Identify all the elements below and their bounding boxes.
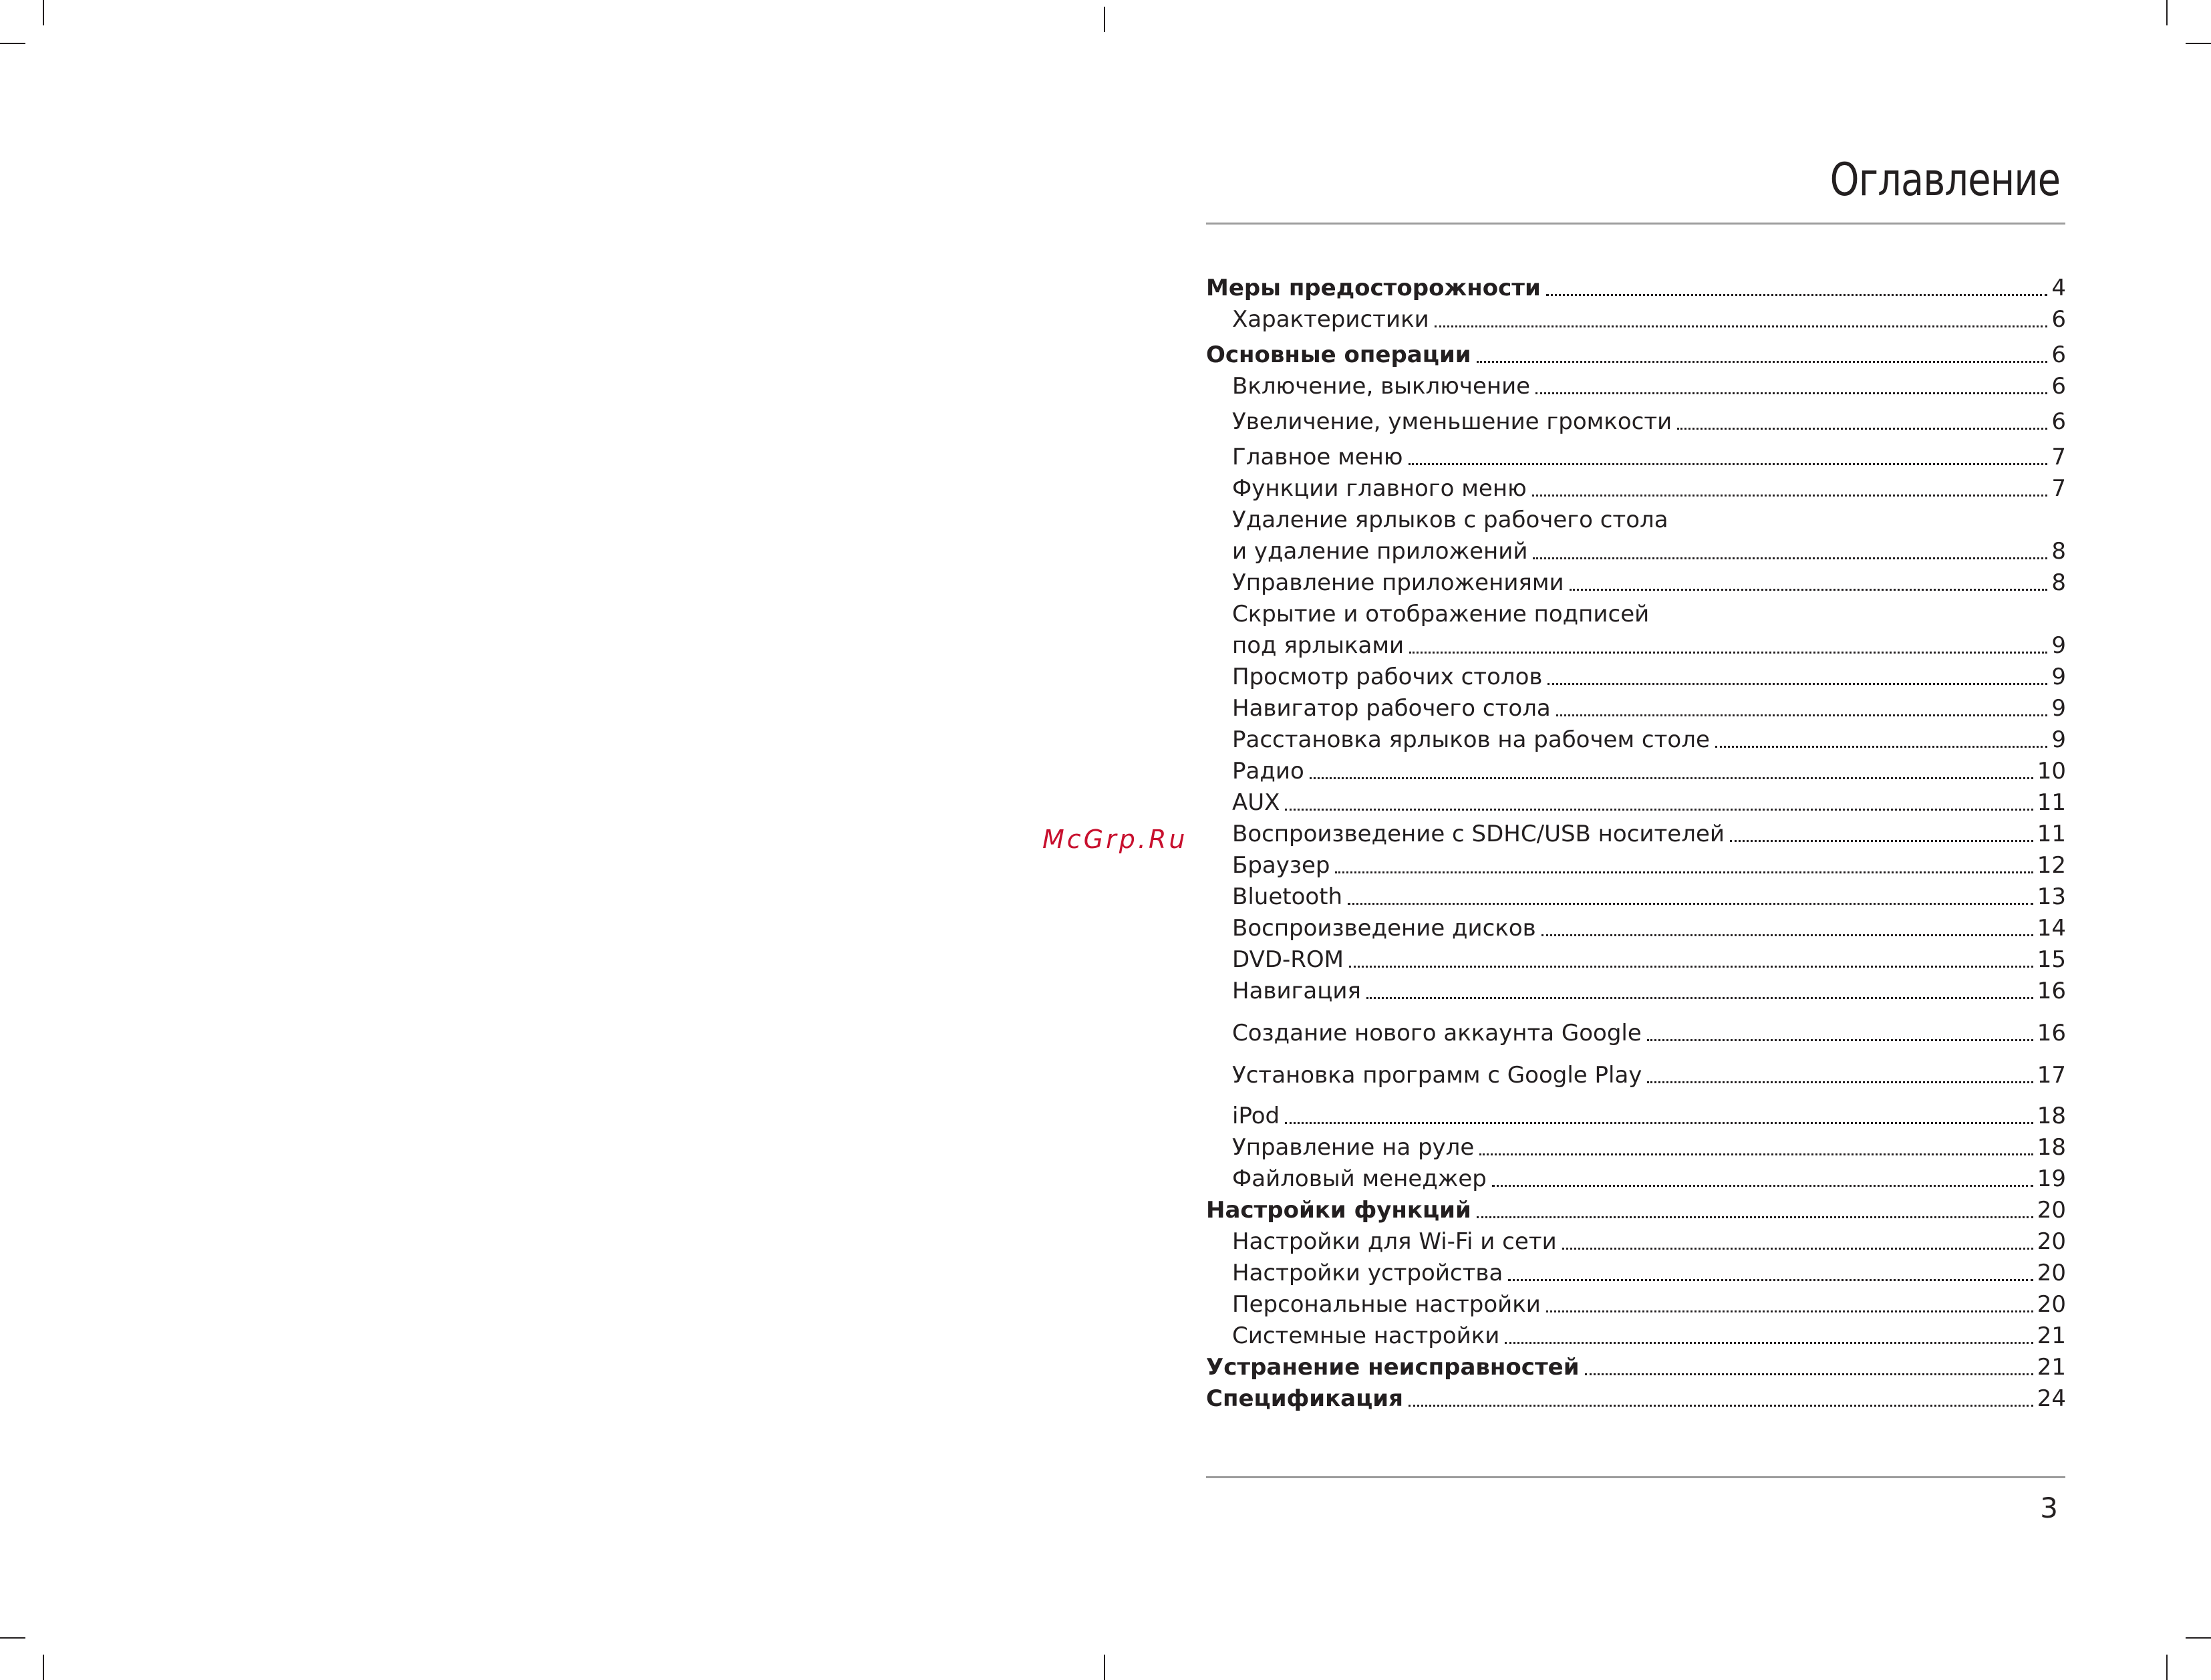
toc-entry-title: Воспроизведение дисков [1232,915,1536,942]
dot-leader [1477,361,2048,363]
toc-entry-page: 10 [2037,758,2066,785]
toc-entry-page: 16 [2037,1020,2066,1046]
toc-entry-title: Функции главного меню [1232,475,1527,502]
toc-entry[interactable] [1206,371,2066,402]
toc-entry[interactable] [1206,693,2066,724]
toc-entry-title: Системные настройки [1232,1322,1500,1349]
toc-entry-page: 9 [2051,664,2066,690]
toc-entry[interactable] [1206,630,2066,662]
toc-entry-title: Навигатор рабочего стола [1232,695,1551,722]
toc-entry-page: 6 [2051,341,2066,368]
toc-entry-page: 20 [2037,1197,2066,1224]
toc-entry-title: Расстановка ярлыков на рабочем столе [1232,726,1710,753]
toc-entry[interactable] [1206,756,2066,787]
toc-entry-continued[interactable] [1206,599,2066,630]
dot-leader [1570,589,2048,591]
toc-entry[interactable] [1206,406,2066,438]
toc-entry[interactable] [1206,819,2066,850]
dot-leader [1409,463,2048,465]
dot-leader [1348,903,2033,905]
dot-leader [1409,652,2047,654]
toc-entry[interactable] [1206,1018,2066,1049]
dot-leader [1310,777,2033,779]
dot-leader [1508,1279,2033,1281]
toc-entry[interactable] [1206,944,2066,976]
toc-entry-page: 4 [2051,275,2066,301]
toc-entry-page: 21 [2037,1354,2066,1381]
toc-entry[interactable] [1206,339,2066,371]
toc-entry[interactable] [1206,567,2066,599]
toc-entry-page: 11 [2037,789,2066,816]
crop-mark [2166,1655,2168,1680]
toc-entry-title: Файловый менеджер [1232,1165,1487,1192]
toc-entry[interactable] [1206,273,2066,304]
toc-entry[interactable] [1206,850,2066,881]
toc-entry[interactable] [1206,913,2066,944]
toc-entry-page: 20 [2037,1228,2066,1255]
crop-mark [2186,1637,2211,1639]
toc-entry-title: iPod [1232,1103,1280,1129]
toc-entry-page: 20 [2037,1260,2066,1286]
toc-entry[interactable] [1206,1132,2066,1163]
dot-leader [1585,1373,2033,1375]
toc-entry-title: Установка программ с Google Play [1232,1062,1642,1089]
toc-entry[interactable] [1206,881,2066,913]
crop-mark [1104,1655,1105,1680]
watermark: McGrp.Ru [1042,825,1188,854]
toc-entry-title: Включение, выключение [1232,373,1531,400]
dot-leader [1562,1248,2033,1250]
toc-entry[interactable] [1206,976,2066,1007]
toc-entry-page: 21 [2037,1322,2066,1349]
toc-entry[interactable] [1206,1352,2066,1383]
page-number: 3 [2040,1492,2058,1524]
dot-leader [1547,683,2047,685]
crop-mark [0,1637,25,1639]
toc-entry-title: Навигация [1232,978,1361,1004]
toc-entry-title: Основные операции [1206,341,1471,368]
toc-entry-page: 7 [2051,475,2066,502]
dot-leader [1335,871,2033,873]
dot-leader [1285,809,2033,811]
dot-leader [1715,746,2047,748]
toc-entry-title: Удаление ярлыков с рабочего стола [1232,507,1668,533]
toc-entry-title: под ярлыками [1232,632,1405,659]
dot-leader [1479,1153,2033,1155]
toc-entry[interactable] [1206,536,2066,567]
toc-entry-title: Браузер [1232,852,1330,879]
toc-entry-page: 7 [2051,444,2066,470]
table-of-contents [1206,273,2066,1415]
dot-leader [1556,714,2048,716]
dot-leader [1677,428,2047,430]
toc-entry[interactable] [1206,724,2066,756]
toc-entry[interactable] [1206,1320,2066,1352]
toc-entry-page: 8 [2051,569,2066,596]
crop-mark [0,43,25,44]
toc-entry[interactable] [1206,1383,2066,1415]
toc-entry[interactable] [1206,1195,2066,1226]
dot-leader [1492,1185,2033,1187]
toc-entry-title: Характеристики [1232,306,1429,333]
toc-entry[interactable] [1206,1101,2066,1132]
toc-entry-page: 6 [2051,373,2066,400]
toc-entry-page: 17 [2037,1062,2066,1089]
toc-entry-title: Увеличение, уменьшение громкости [1232,408,1672,435]
toc-entry-title: Создание нового аккаунта Google [1232,1020,1642,1046]
toc-entry-continued[interactable] [1206,505,2066,536]
toc-entry[interactable] [1206,442,2066,473]
dot-leader [1532,495,2048,497]
top-divider [1206,223,2065,225]
toc-entry-title: Воспроизведение с SDHC/USB носителей [1232,821,1725,847]
bottom-divider [1206,1476,2065,1478]
toc-entry-page: 6 [2051,306,2066,333]
toc-entry-page: 9 [2051,695,2066,722]
toc-entry-page: 11 [2037,821,2066,847]
toc-entry-title: Устранение неисправностей [1206,1354,1580,1381]
dot-leader [1647,1039,2033,1041]
toc-entry-title: Меры предосторожности [1206,275,1541,301]
crop-mark [43,1655,44,1680]
toc-entry-title: Bluetooth [1232,883,1343,910]
toc-entry-title: и удаление приложений [1232,538,1528,565]
toc-entry-title: Главное меню [1232,444,1403,470]
toc-entry-page: 14 [2037,915,2066,942]
dot-leader [1730,840,2033,842]
dot-leader [1535,392,2047,394]
toc-entry-title: Радио [1232,758,1304,785]
toc-entry-title: Просмотр рабочих столов [1232,664,1543,690]
toc-entry-title: Настройки устройства [1232,1260,1503,1286]
toc-entry[interactable] [1206,304,2066,335]
toc-entry-page: 16 [2037,978,2066,1004]
toc-entry[interactable] [1206,1258,2066,1289]
toc-entry-title: Настройки функций [1206,1197,1471,1224]
toc-entry-page: 9 [2051,726,2066,753]
page-title: Оглавление [1829,154,2060,206]
dot-leader [1477,1216,2033,1218]
dot-leader [1546,294,2048,296]
dot-leader [1366,997,2033,999]
toc-entry-title: AUX [1232,789,1280,816]
dot-leader [1435,325,2048,327]
crop-mark [1104,7,1105,32]
toc-entry[interactable] [1206,473,2066,505]
toc-entry-page: 9 [2051,632,2066,659]
toc-entry-page: 15 [2037,946,2066,973]
toc-entry-title: Управление на руле [1232,1134,1475,1161]
crop-mark [43,0,44,25]
toc-entry-page: 20 [2037,1291,2066,1318]
toc-entry-page: 24 [2037,1385,2066,1412]
toc-entry-page: 18 [2037,1134,2066,1161]
crop-mark [2186,43,2211,44]
toc-entry[interactable] [1206,1226,2066,1258]
toc-entry-page: 13 [2037,883,2066,910]
toc-entry-title: Скрытие и отображение подписей [1232,601,1650,627]
toc-entry[interactable] [1206,662,2066,693]
toc-entry-title: Настройки для Wi-Fi и сети [1232,1228,1557,1255]
dot-leader [1505,1342,2033,1344]
toc-entry-page: 6 [2051,408,2066,435]
dot-leader [1546,1310,2033,1312]
dot-leader [1349,966,2033,968]
dot-leader [1541,934,2033,936]
toc-entry-page: 12 [2037,852,2066,879]
dot-leader [1285,1122,2033,1124]
toc-entry-title: Спецификация [1206,1385,1403,1412]
toc-entry-page: 8 [2051,538,2066,565]
toc-entry[interactable] [1206,1163,2066,1195]
toc-entry[interactable] [1206,1060,2066,1091]
toc-entry-title: Управление приложениями [1232,569,1564,596]
toc-entry-title: DVD-ROM [1232,946,1344,973]
toc-entry-title: Персональные настройки [1232,1291,1541,1318]
dot-leader [1533,557,2047,559]
toc-entry[interactable] [1206,787,2066,819]
toc-entry-page: 18 [2037,1103,2066,1129]
dot-leader [1647,1081,2033,1083]
dot-leader [1409,1405,2033,1407]
toc-entry-page: 19 [2037,1165,2066,1192]
toc-entry[interactable] [1206,1289,2066,1320]
crop-mark [2166,0,2168,25]
